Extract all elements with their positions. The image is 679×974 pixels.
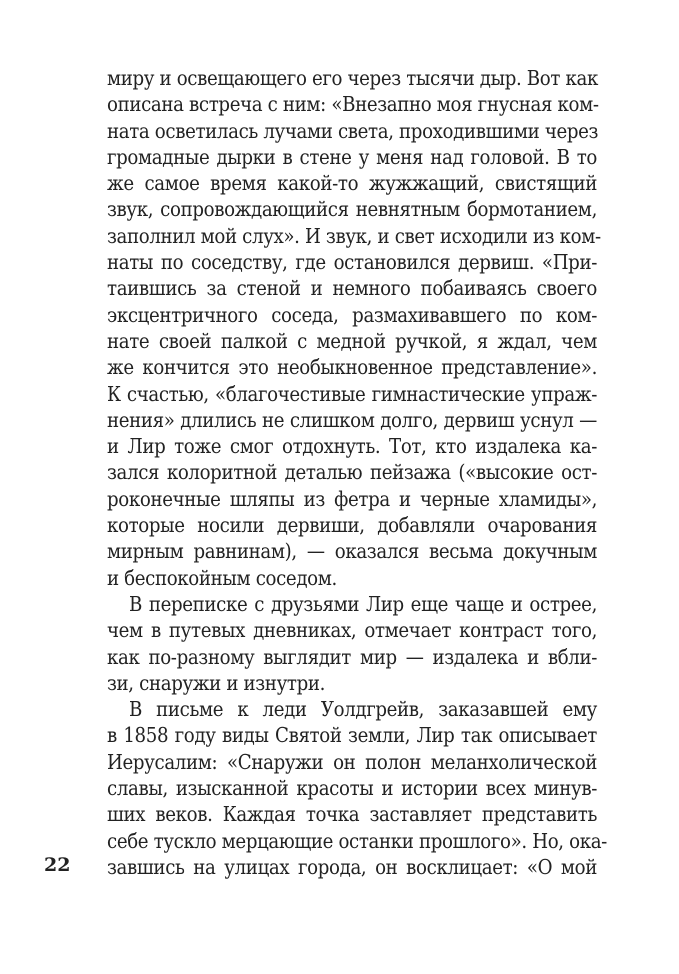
text-line: звук, сопровождающийся невнятным бормотанием,	[107, 197, 597, 222]
text-line: громадные дырки в стене у меня над головой. В то	[107, 144, 597, 169]
text-line: ната осветилась лучами света, проходившими через	[107, 118, 599, 143]
text-line: как по-разному выглядит мир — издалека и вбли-	[107, 644, 597, 669]
page-number: 22	[44, 854, 71, 876]
text-line: чем в путевых дневниках, отмечает контраст того,	[107, 618, 597, 643]
text-line: зался колоритной деталью пейзажа («высокие ост-	[107, 460, 597, 485]
text-line: Иерусалим: «Снаружи он полон меланхолической	[107, 749, 597, 774]
text-line: которые носили дервиши, добавляли очарования	[107, 513, 597, 538]
text-line: таившись за стеной и немного побаиваясь своего	[107, 276, 597, 301]
text-line: В переписке с друзьями Лир еще чаще и острее,	[129, 591, 597, 616]
text-line: зи, снаружи и изнутри.	[107, 670, 326, 695]
text-line: же самое время какой-то жужжащий, свистящий	[107, 171, 597, 196]
text-line: К счастью, «благочестивые гимнастические упраж-	[107, 381, 597, 406]
text-line: в 1858 году виды Святой земли, Лир так описывает	[107, 723, 597, 748]
text-line: нате своей палкой с медной ручкой, я ждал, чем	[107, 328, 597, 353]
text-line: ших веков. Каждая точка заставляет представить	[107, 802, 597, 827]
text-line: славы, изысканной красоты и истории всех минув-	[107, 776, 597, 801]
text-line: эксцентричного соседа, размахивавшего по ком-	[107, 302, 597, 327]
text-line: В письме к леди Уолдгрейв, заказавшей ему	[129, 697, 597, 722]
text-line: нения» длились не слишком долго, дервиш уснул —	[107, 407, 597, 432]
text-line: наты по соседству, где остановился дервиш. «При-	[107, 250, 597, 275]
text-line: описана встреча с ним: «Внезапно моя гнусная ком-	[107, 92, 599, 117]
text-line: миру и освещающего его через тысячи дыр. Вот как	[107, 66, 598, 90]
text-line: же кончится это необыкновенное представление».	[107, 355, 597, 380]
text-line: мирным равнинам), — оказался весьма докучным	[107, 539, 597, 564]
body-text	[107, 65, 607, 880]
text-line: себе тускло мерцающие останки прошлого». Но, ока-	[107, 828, 607, 853]
text-line: завшись на улицах города, он восклицает: «О мой	[107, 854, 597, 879]
text-line: и беспокойным соседом.	[107, 565, 337, 590]
text-line: заполнил мой слух». И звук, и свет исходили из ком-	[107, 223, 601, 248]
text-line: роконечные шляпы из фетра и черные хламиды»,	[107, 486, 597, 511]
text-line: и Лир тоже смог отдохнуть. Тот, кто издалека ка-	[107, 434, 597, 459]
